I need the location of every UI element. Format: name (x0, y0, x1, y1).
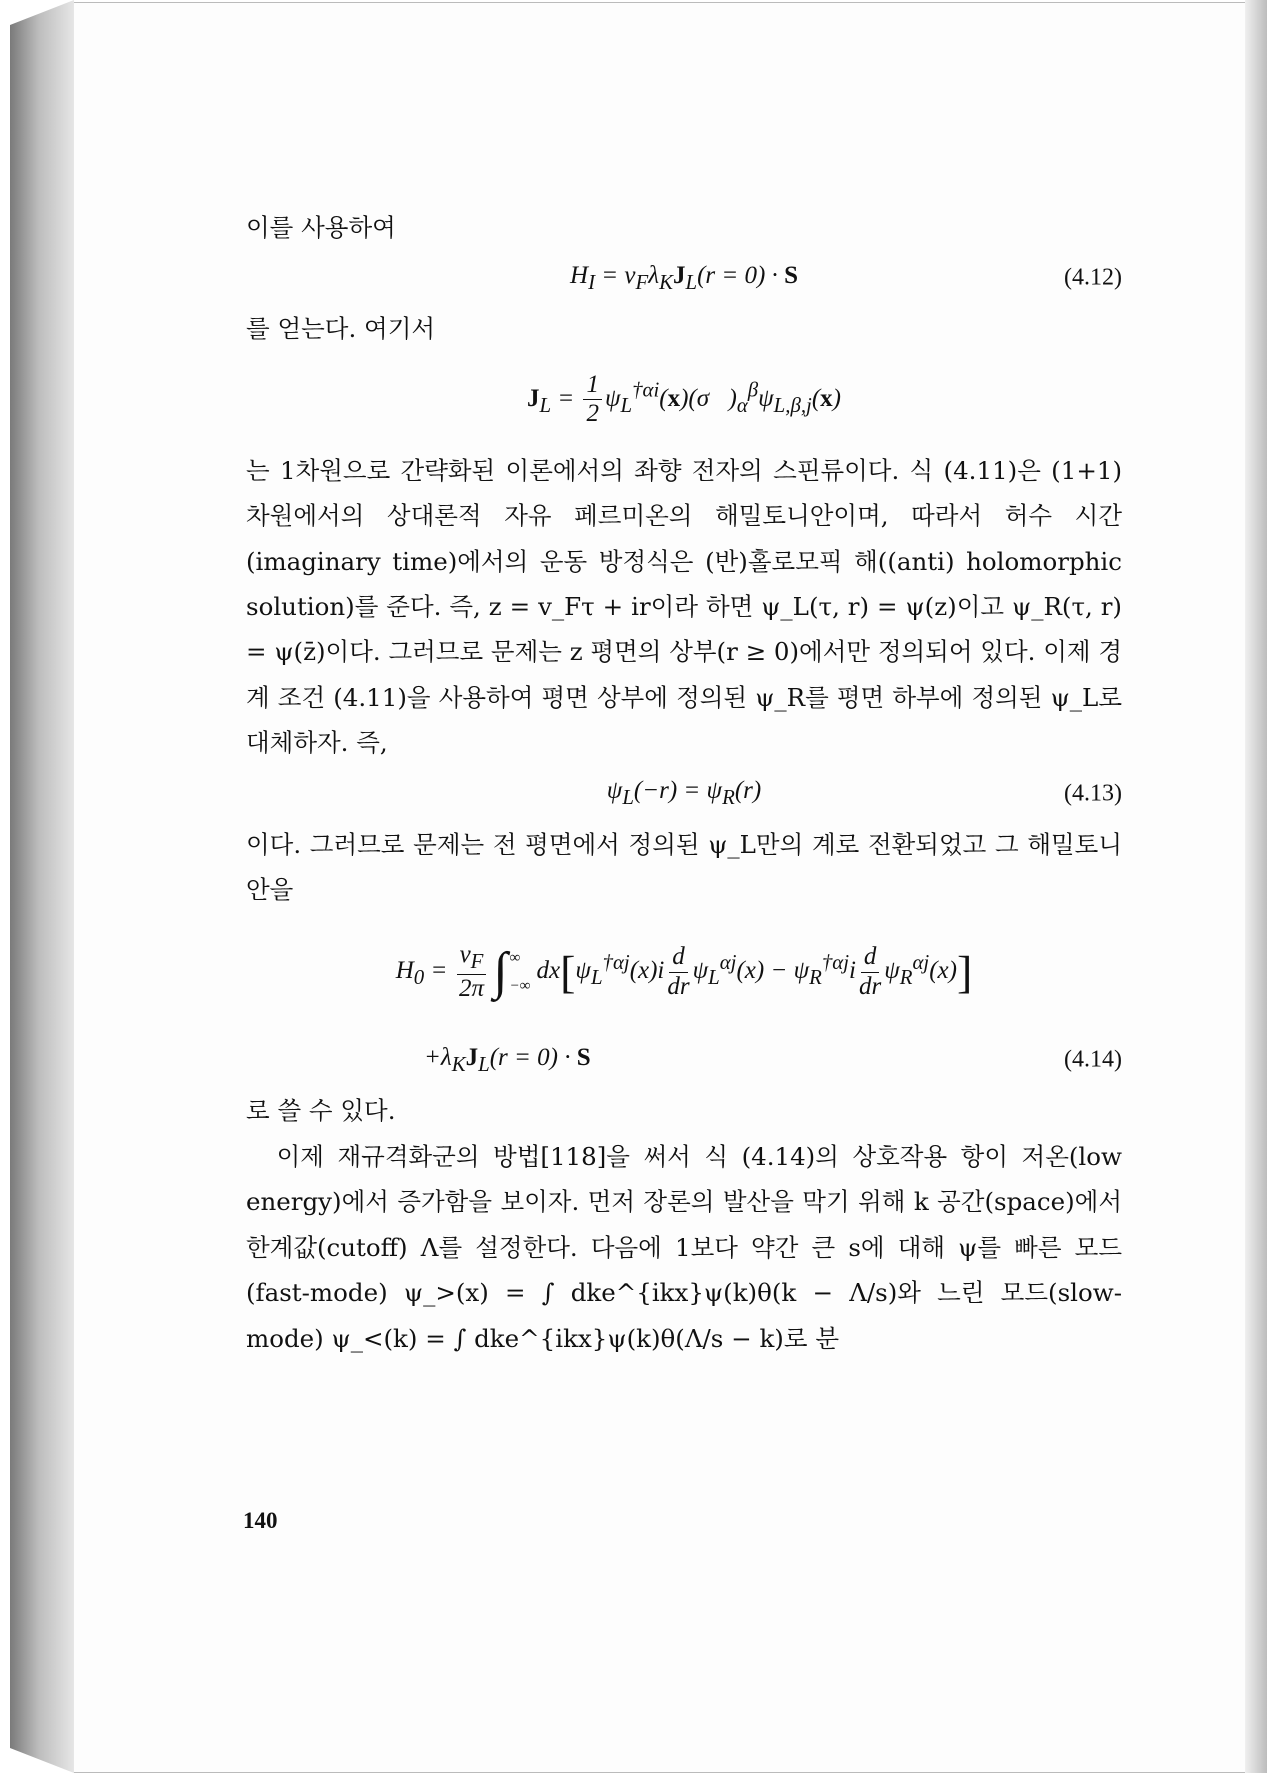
equation-4-14-math: $+\lambda_KJ_L(r = 0) \cdot S$ (424, 1043, 591, 1076)
hamiltonian-math: $H_0$ = $\frac{v_F}{2\pi}$ ∫ ∞ −∞ $dx[\psi_L^{\dagger\alpha j}(x)i$ $\frac{d}{dr}$ $\psi_L^{\alpha j}(x) - \psi_R^{\dagger\alpha j}i$ $\frac{d}{dr}$ $\psi_R^{\alpha j}(x)$] (395, 941, 973, 1003)
page-edge-shadow (1245, 0, 1267, 1773)
equation-number: (4.12) (1064, 264, 1122, 291)
equation-hamiltonian (246, 912, 1122, 1032)
book-spine (10, 0, 74, 1773)
equation-spin-current (246, 352, 1122, 448)
equation-4-12 (246, 250, 1122, 306)
equation-4-13 (246, 766, 1122, 822)
spin-current-math: $J_L$ = $\frac{1}{2}$ $\psi_L^{\dagger\alpha i}(x)(\sigma⃗)_\alpha^\beta\psi_{L,\beta,j}(x)$ (527, 370, 841, 428)
paragraph-intro: 이를 사용하여 (246, 213, 396, 242)
equation-4-14 (246, 1032, 1122, 1088)
paragraph-obtain: 를 얻는다. 여기서 (246, 314, 436, 344)
paragraph-whole-plane: 이다. 그러므로 문제는 전 평면에서 정의된 ψ_L만의 계로 전환되었고 그 해밀토니안을 (246, 829, 1122, 905)
page-number: 140 (243, 1508, 278, 1533)
paragraph-spin-current: 는 1차원으로 간략화된 이론에서의 좌향 전자의 스핀류이다. 식 (4.11)은 (1+1)차원에서의 상대론적 자유 페르미온의 해밀토니안이며, 따라서 허수 시간(imaginary time)에서의 운동 방정식은 (반)홀로모픽 해((anti) holomorphic solution)를 준다. 즉, z = v_Fτ + ir이라 하면 ψ_L(τ, r) = ψ(z)이고 ψ_R(τ, r) = ψ(z̄)이다. 그러므로 문제는 z 평면의 상부(r ≥ 0)에서만 정의되어 있다. 이제 경계 조건 (4.11)을 사용하여 평면 상부에 정의된 ψ_R를 평면 하부에 정의된 ψ_L로 대체하자. 즉, (246, 455, 1122, 758)
paragraph-can-write: 로 쓸 수 있다. (246, 1096, 396, 1126)
page-content (246, 205, 1122, 1361)
equation-4-13-math: $\psi_L(-r) = \psi_R(r)$ (606, 777, 762, 810)
paragraph-renormalization: 이제 재규격화군의 방법[118]을 써서 식 (4.14)의 상호작용 항이 저온(low energy)에서 증가함을 보이자. 먼저 장론의 발산을 막기 위해 k 공간(space)에서 한계값(cutoff) Λ를 설정한다. 다음에 1보다 약간 큰 s에 대해 ψ를 빠른 모드(fast-mode) ψ_>(x) = ∫ dke^{ikx}ψ(k)θ(k − Λ/s)와 느린 모드(slow-mode) ψ_<(k) = ∫ dke^{ikx}ψ(k)θ(Λ/s − k)로 분 (246, 1141, 1122, 1353)
equation-number: (4.13) (1064, 780, 1122, 807)
equation-number: (4.14) (1064, 1046, 1122, 1073)
equation-4-12-math: $H_I = v_F\lambda_KJ_L(r = 0) \cdot S$ (570, 261, 798, 294)
